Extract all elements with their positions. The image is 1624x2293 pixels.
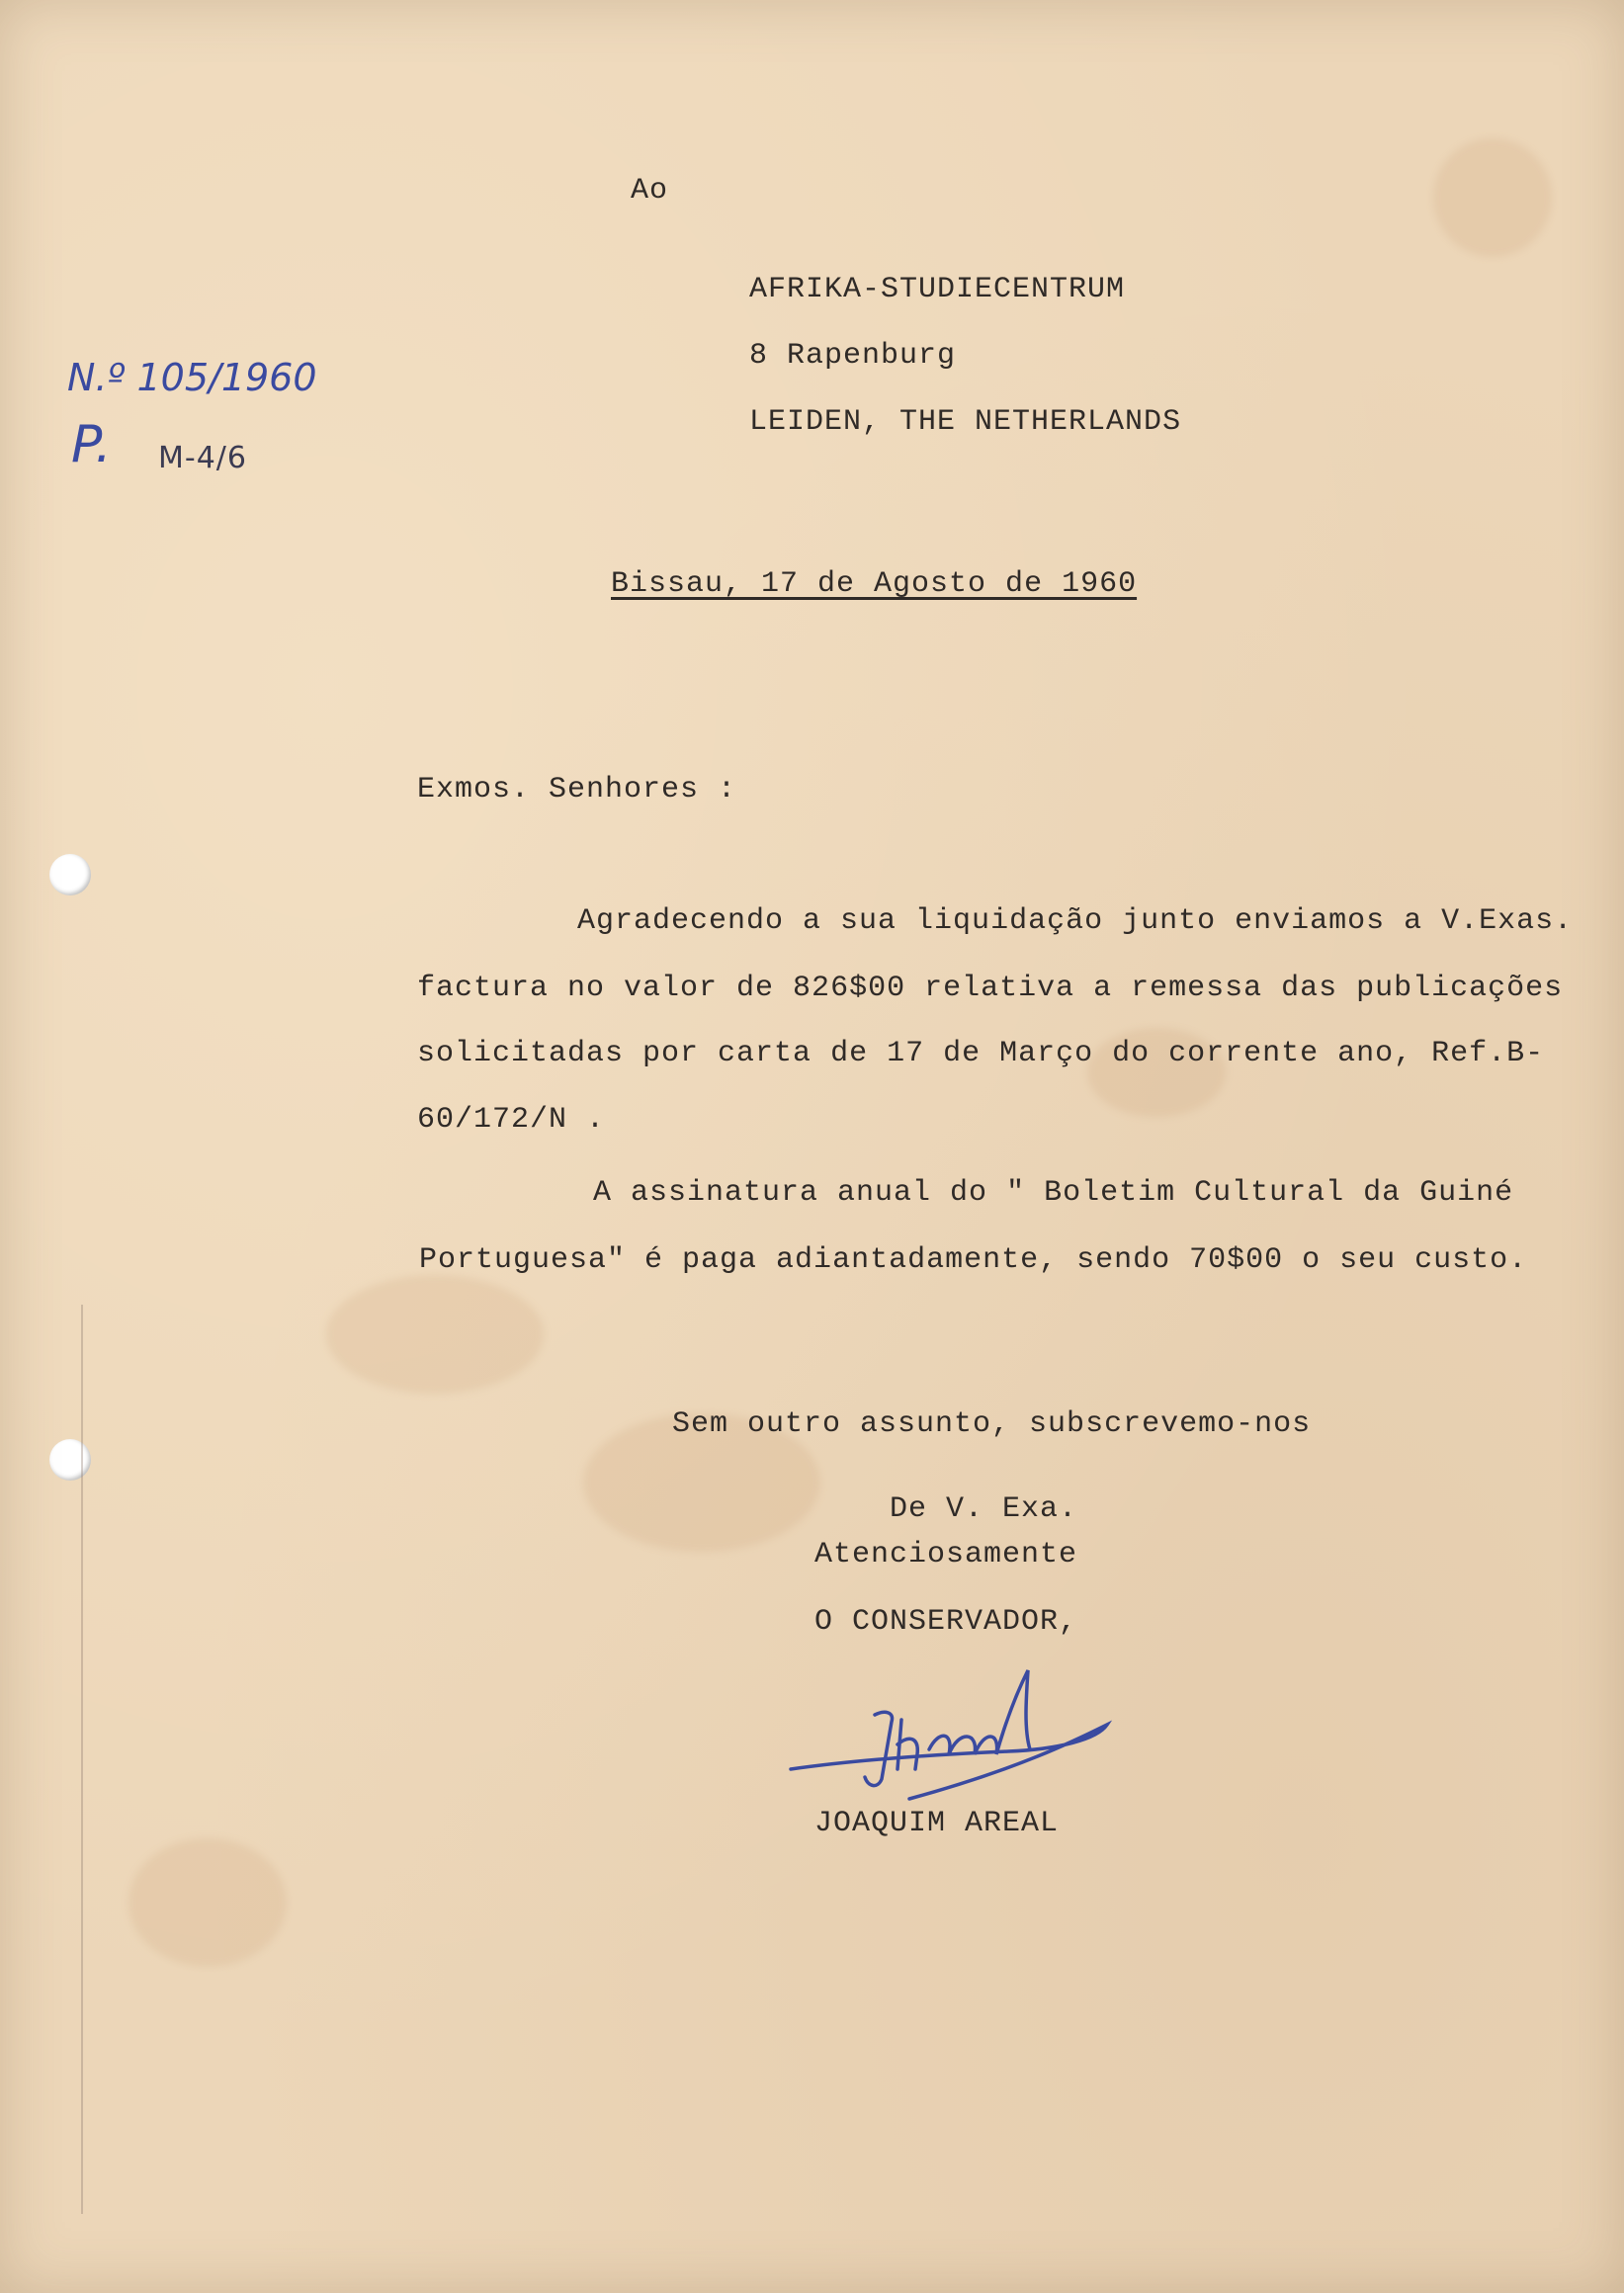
- body-paragraph-1-line-3: solicitadas por carta de 17 de Março do corrente ano, Ref.B-: [417, 1037, 1545, 1070]
- handwritten-signature: [781, 1660, 1117, 1809]
- address-prefix: Ao: [631, 174, 669, 208]
- date-line: Bissau, 17 de Agosto de 1960: [611, 567, 1138, 601]
- punch-hole-top: [49, 854, 91, 895]
- paper-stain: [128, 1838, 287, 1967]
- paper-stain: [326, 1275, 544, 1394]
- recipient-street: 8 Rapenburg: [749, 339, 957, 373]
- punch-hole-bottom: [49, 1439, 91, 1481]
- greeting: Exmos. Senhores :: [417, 773, 737, 807]
- body-paragraph-1-line-4: 60/172/N .: [417, 1103, 606, 1137]
- closing-line-3: Atenciosamente: [814, 1538, 1078, 1571]
- fold-line: [81, 1305, 83, 2214]
- body-paragraph-1-line-1: Agradecendo a sua liquidação junto enviamos a V.Exas.: [577, 904, 1574, 938]
- handwritten-reference-number: N.º 105/1960: [67, 356, 317, 399]
- body-paragraph-2-line-1: A assinatura anual do " Boletim Cultural da Guiné: [593, 1176, 1514, 1210]
- handwritten-initial: P.: [71, 415, 112, 474]
- file-code: M-4/6: [158, 441, 247, 475]
- closing-line-2: De V. Exa.: [890, 1492, 1078, 1526]
- closing-line-4: O CONSERVADOR,: [814, 1605, 1078, 1639]
- paper-stain: [1433, 138, 1552, 257]
- body-paragraph-2-line-2: Portuguesa" é paga adiantadamente, sendo 70$00 o seu custo.: [419, 1243, 1528, 1277]
- recipient-organization: AFRIKA-STUDIECENTRUM: [749, 273, 1126, 306]
- recipient-city-country: LEIDEN, THE NETHERLANDS: [749, 405, 1182, 439]
- closing-line-1: Sem outro assunto, subscrevemo-nos: [672, 1407, 1312, 1441]
- signatory-name: JOAQUIM AREAL: [814, 1807, 1060, 1840]
- body-paragraph-1-line-2: factura no valor de 826$00 relativa a remessa das publicações: [417, 972, 1564, 1005]
